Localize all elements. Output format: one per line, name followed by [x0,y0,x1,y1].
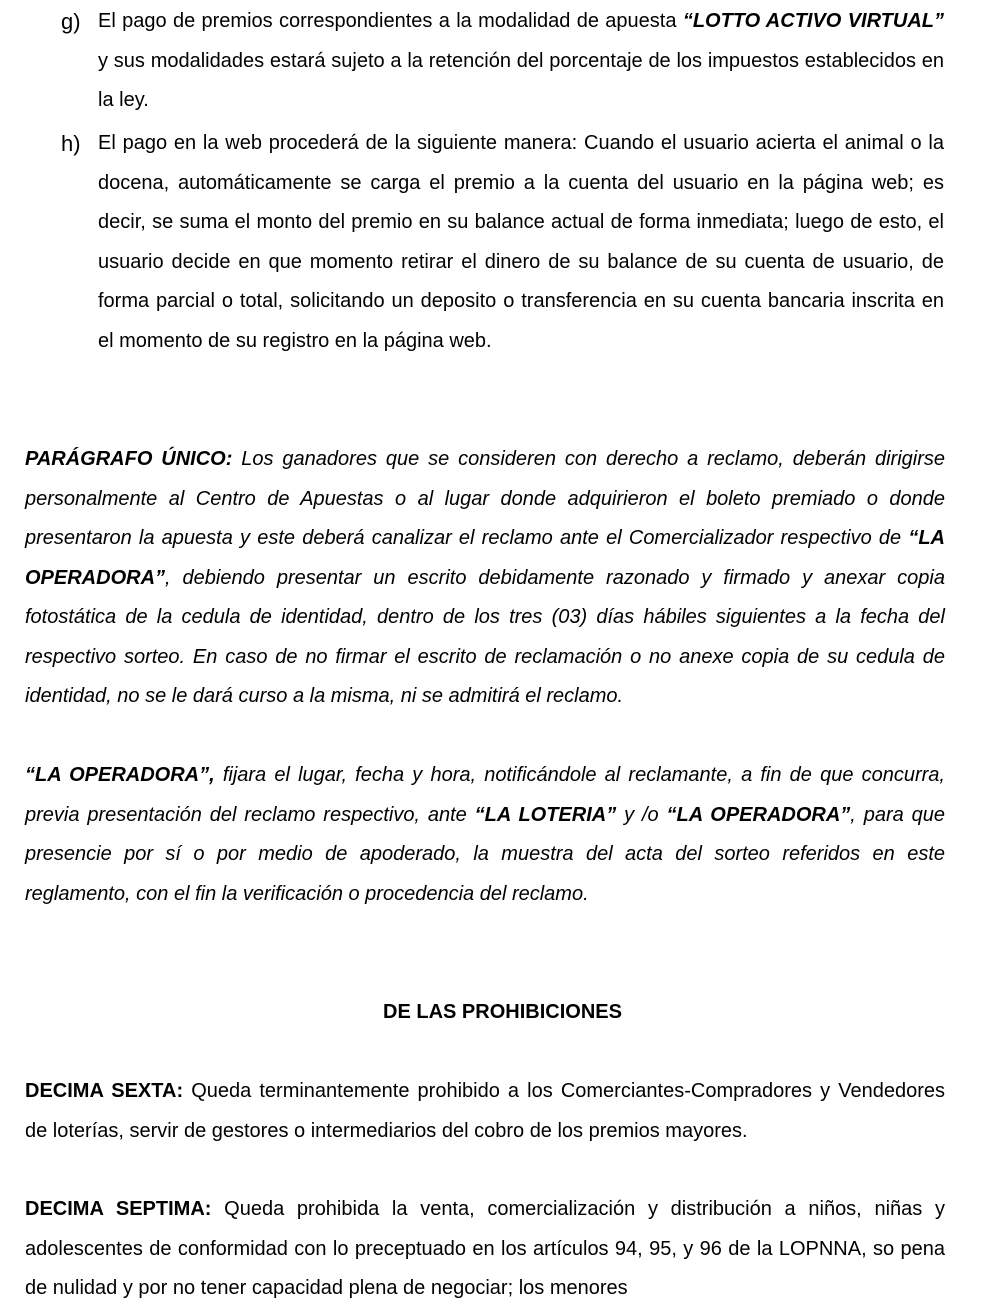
operadora-text-1: fijara el lugar, fecha y hora, notificándole al reclamante, a fin de que concurra, previa presentación del reclamo respectivo, ante [25,764,945,826]
list-marker-g: g) [61,9,81,34]
operadora-paragraph [25,756,945,914]
decima-septima-text: Queda prohibida la venta, comercialización y distribución a niños, niñas y adolescentes de conformidad con lo preceptuado en los artículos 94, 95, y 96 de la LOPNNA, so pena de nulidad y por no tener capacidad plena de negociar; los menores [25,1198,945,1299]
operadora-text-2: y /o [616,803,667,826]
paragrafo-unico-text-1: Los ganadores que se consideren con derecho a reclamo, deberán dirigirse personalmente al Centro de Apuestas o al lugar donde adquirieron el boleto premiado o donde presentaron la apuesta y este deberá canalizar el reclamo ante el Comercializador respectivo de [25,448,946,549]
operadora-bold-1: “LA OPERADORA”, [25,764,215,786]
decima-septima-label: DECIMA SEPTIMA: [25,1198,212,1220]
decima-sexta [25,1072,945,1151]
paragrafo-unico-bold-1: “LA OPERADORA” [25,527,945,589]
operadora-text-3: , para que presencie por sí o por medio de apoderado, la muestra del acta del sorteo referidos en este reglamento, con el fin la verificación o procedencia del reclamo. [25,803,945,905]
decima-sexta-text: Queda terminantemente prohibido a los Comerciantes-Compradores y Vendedores de loterías, servir de gestores o intermediarios del cobro de los premios mayores. [25,1080,945,1142]
list-item-h-text: El pago en la web procederá de la siguiente manera: Cuando el usuario acierta el animal o la docena, automáticamente se carga el premio a la cuenta del usuario en la página web; es decir, se suma el monto del premio en su balance actual de forma inmediata; luego de esto, el usuario decide en que momento retirar el dinero de su balance de su cuenta de usuario, de forma parcial o total, solicitando un deposito o transferencia en su cuenta bancaria inscrita en el momento de su registro en la página web. [98,132,944,352]
decima-sexta-label: DECIMA SEXTA: [25,1080,184,1102]
list-item-g-bold-1: “LOTTO ACTIVO VIRTUAL” [682,10,944,32]
operadora-bold-3: “LA OPERADORA” [666,803,851,826]
paragrafo-unico-label: PARÁGRAFO ÚNICO: [25,448,233,470]
paragrafo-unico-text-2: , debiendo presentar un escrito debidamente razonado y firmado y anexar copia fotostática de la cedula de identidad, dentro de los tres (03) días hábiles siguientes a la fecha del respectivo sorteo. En caso de no firmar el escrito de reclamación o no anexe copia de su cedula de identidad, no se le dará curso a la misma, ni se admitirá el reclamo. [25,566,945,707]
list-item-g-text-1: El pago de premios correspondientes a la modalidad de apuesta [98,10,683,32]
paragrafo-unico [25,440,945,717]
section-heading: DE LAS PROHIBICIONES [383,1001,622,1023]
list-item-g-text-2: y sus modalidades estará sujeto a la retención del porcentaje de los impuestos establecidos en la ley. [98,49,944,111]
list-item-g [98,2,944,121]
list-item-h [98,124,944,361]
operadora-bold-2: “LA LOTERIA” [474,803,617,826]
list-marker-h: h) [61,131,81,156]
decima-septima [25,1190,945,1309]
